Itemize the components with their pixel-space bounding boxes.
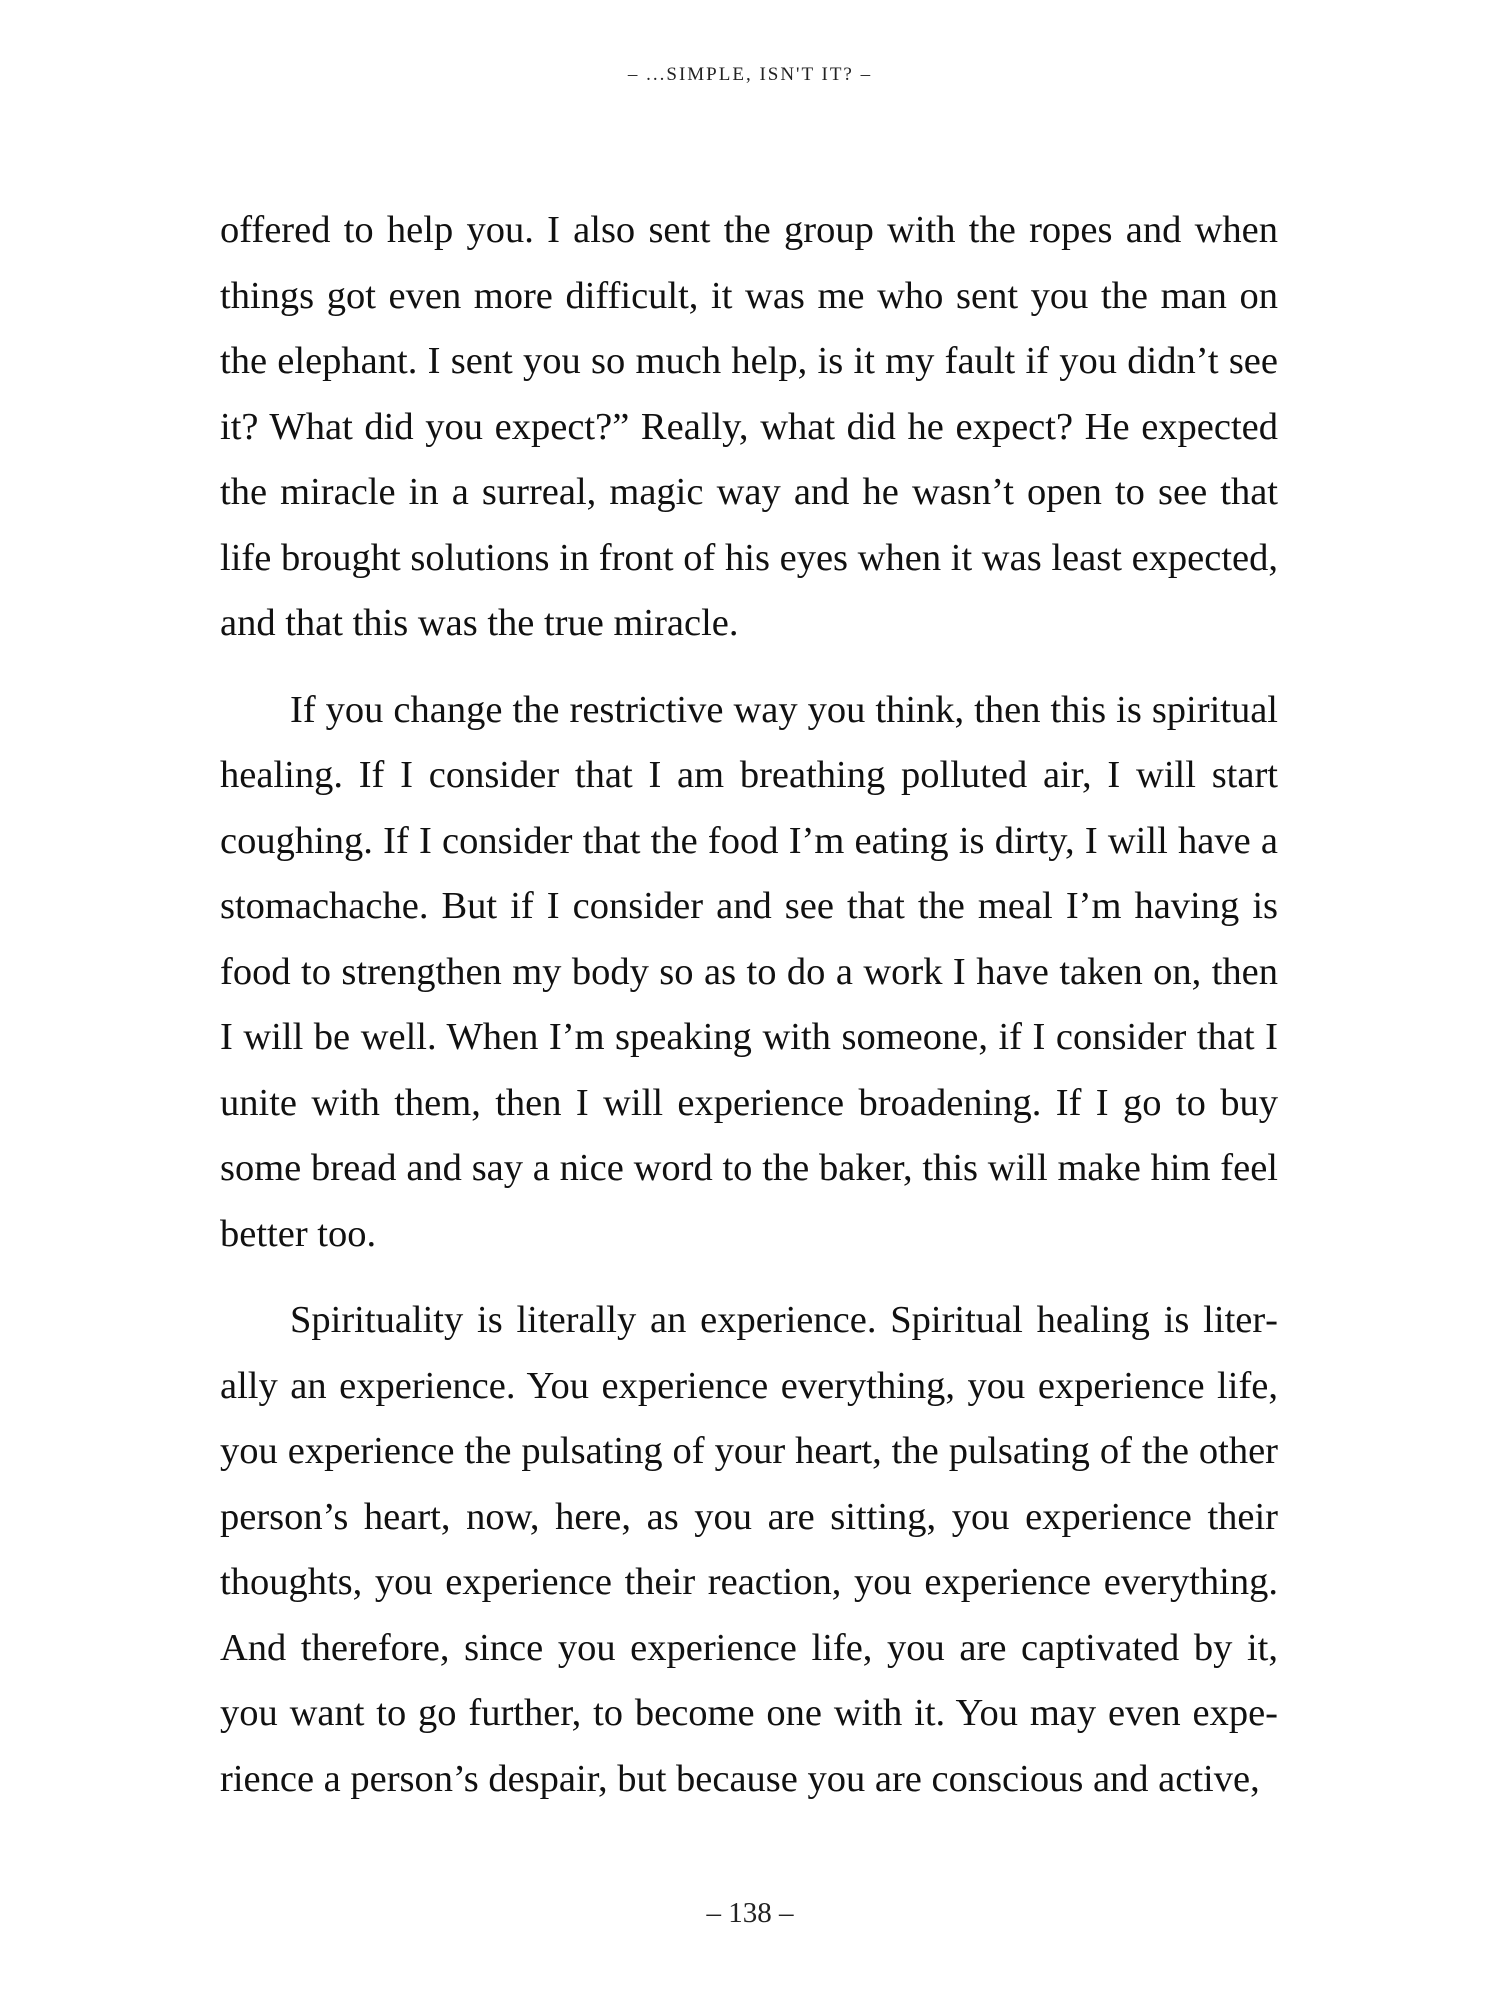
page-body: [220, 198, 1278, 1812]
page-number: – 138 –: [706, 1897, 794, 1929]
paragraph-spirituality-experience: Spirituality is literally an experience. Spiritual healing is literally an experience. You experience everything, you experience life, you experience the pulsating of your heart, the pulsating of the other person’s heart, now, here, as you are sitting, you experience their thoughts, you experience their reaction, you experience everything. And therefore, since you experience life, you are captivated by it, you want to go further, to become one with it. You may even experience a person’s despair, but because you are conscious and active,: [220, 1299, 1278, 1800]
paragraph-continuation: offered to help you. I also sent the group with the ropes and when things got even more difficult, it was me who sent you the man on the elephant. I sent you so much help, is it my fault if you didn’t see it? What did you expect?” Really, what did he expect? He expected the miracle in a surreal, magic way and he wasn’t open to see that life brought solutions in front of his eyes when it was least expected, and that this was the true miracle.: [220, 209, 1278, 644]
running-head: – ...SIMPLE, ISN'T IT? –: [627, 64, 873, 85]
paragraph-spiritual-healing: If you change the restrictive way you think, then this is spiritual healing. If I consider that I am breathing polluted air, I will start coughing. If I consider that the food I’m eating is dirty, I will have a stomachache. But if I consider and see that the meal I’m having is food to strengthen my body so as to do a work I have taken on, then I will be well. When I’m speaking with someone, if I consider that I unite with them, then I will experience broadening. If I go to buy some bread and say a nice word to the baker, this will make him feel better too.: [220, 688, 1278, 1255]
